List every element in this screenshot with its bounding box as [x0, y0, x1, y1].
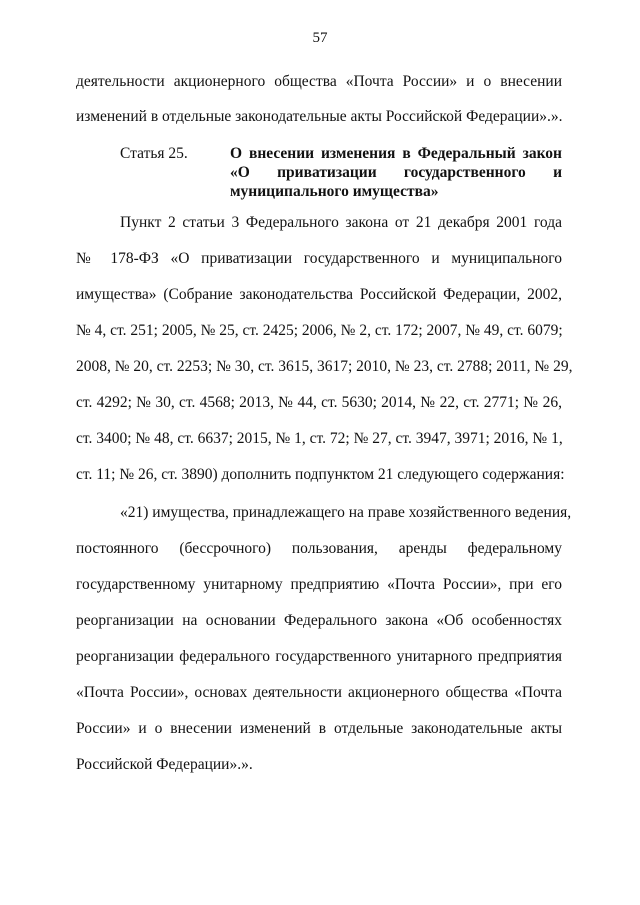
quote-line: Российской Федерации».». — [76, 756, 253, 773]
quote-line: «21) имущества, принадлежащего на праве хозяйственного ведения, — [120, 504, 572, 521]
intro-line: деятельности акционерного общества «Почта России» и о внесении — [76, 73, 562, 90]
paragraph-line: ст. 11; № 26, ст. 3890) дополнить подпунктом 21 следующего содержания: — [76, 466, 565, 483]
quote-line: «Почта России», основах деятельности акционерного общества «Почта — [76, 684, 562, 701]
article-title-line: «О приватизации государственного и — [230, 164, 562, 181]
paragraph-line: имущества» (Собрание законодательства Российской Федерации, 2002, — [76, 286, 562, 303]
quote-line: реорганизации на основании Федерального закона «Об особенностях — [76, 612, 562, 629]
paragraph-line: ст. 3400; № 48, ст. 6637; 2015, № 1, ст. 72; № 27, ст. 3947, 3971; 2016, № 1, — [76, 430, 563, 447]
quote-line: реорганизации федерального государственного унитарного предприятия — [76, 648, 562, 665]
article-title-line: муниципального имущества» — [230, 183, 439, 200]
article-title-line: О внесении изменения в Федеральный закон — [230, 145, 562, 162]
quote-line: государственному унитарному предприятию «Почта России», при его — [76, 576, 562, 593]
quote-line: постоянного (бессрочного) пользования, аренды федеральному — [76, 540, 562, 557]
quote-line: России» и о внесении изменений в отдельные законодательные акты — [76, 720, 562, 737]
intro-line: изменений в отдельные законодательные акты Российской Федерации».». — [76, 108, 563, 125]
paragraph-line: ст. 4292; № 30, ст. 4568; 2013, № 44, ст. 5630; 2014, № 22, ст. 2771; № 26, — [76, 394, 562, 411]
paragraph-line: 2008, № 20, ст. 2253; № 30, ст. 3615, 3617; 2010, № 23, ст. 2788; 2011, № 29, — [76, 358, 573, 375]
paragraph-line: № 178-ФЗ «О приватизации государственного и муниципального — [76, 250, 562, 267]
paragraph-line: Пункт 2 статьи 3 Федерального закона от 21 декабря 2001 года — [120, 214, 562, 231]
article-label: Статья 25. — [120, 145, 188, 162]
page-number: 57 — [312, 30, 328, 46]
paragraph-line: № 4, ст. 251; 2005, № 25, ст. 2425; 2006, № 2, ст. 172; 2007, № 49, ст. 6079; — [76, 322, 563, 339]
